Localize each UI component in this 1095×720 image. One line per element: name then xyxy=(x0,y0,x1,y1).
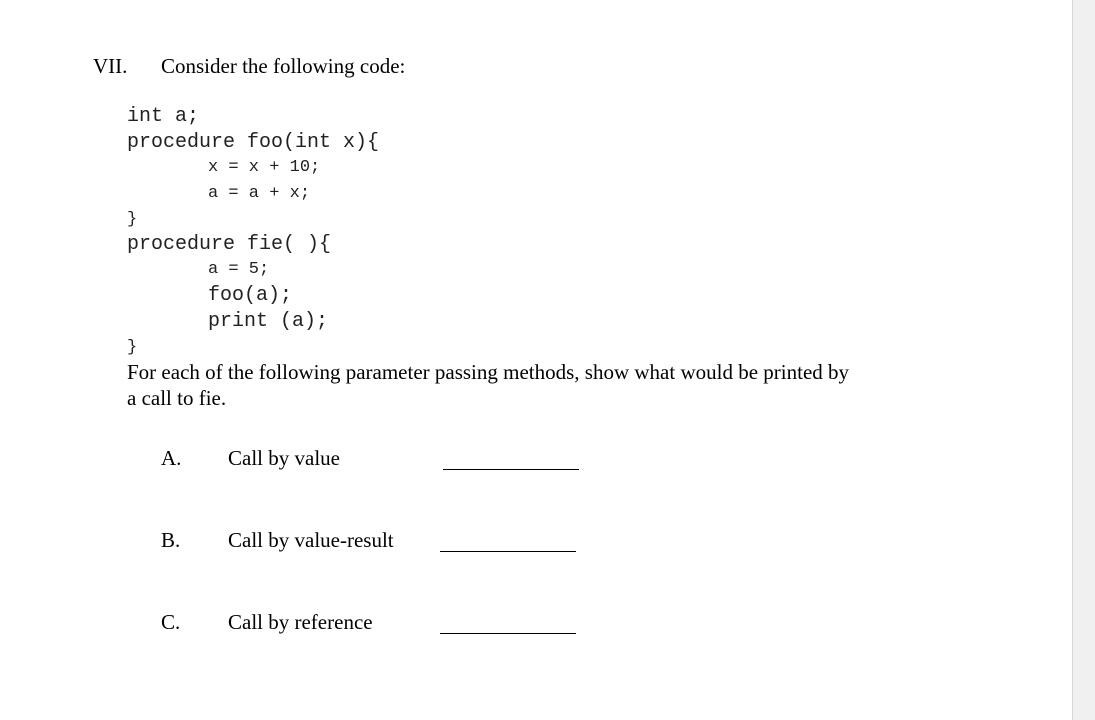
option-letter: B. xyxy=(161,528,181,552)
code-line: procedure foo(int x){ xyxy=(127,131,380,154)
vertical-scrollbar[interactable] xyxy=(1072,0,1095,720)
code-line: a = a + x; xyxy=(208,184,311,203)
instruction-text: a call to fie. xyxy=(127,386,227,410)
code-line: a = 5; xyxy=(208,260,270,279)
code-line: } xyxy=(127,338,138,357)
question-prompt: Consider the following code: xyxy=(161,54,406,78)
answer-blank xyxy=(443,469,579,470)
code-line: } xyxy=(127,210,138,229)
option-label: Call by value-result xyxy=(228,528,394,552)
option-label: Call by value xyxy=(228,446,340,470)
question-number: VII. xyxy=(93,54,128,78)
code-line: int a; xyxy=(127,105,200,128)
instruction-text: For each of the following parameter passing methods, show what would be printed by xyxy=(127,360,850,384)
option-label: Call by reference xyxy=(228,610,373,634)
code-line: x = x + 10; xyxy=(208,158,321,177)
answer-blank xyxy=(440,633,576,634)
code-line: procedure fie( ){ xyxy=(127,233,332,256)
answer-blank xyxy=(440,551,576,552)
option-letter: A. xyxy=(161,446,182,470)
code-line: foo(a); xyxy=(208,284,293,307)
code-line: print (a); xyxy=(208,310,329,333)
option-letter: C. xyxy=(161,610,181,634)
